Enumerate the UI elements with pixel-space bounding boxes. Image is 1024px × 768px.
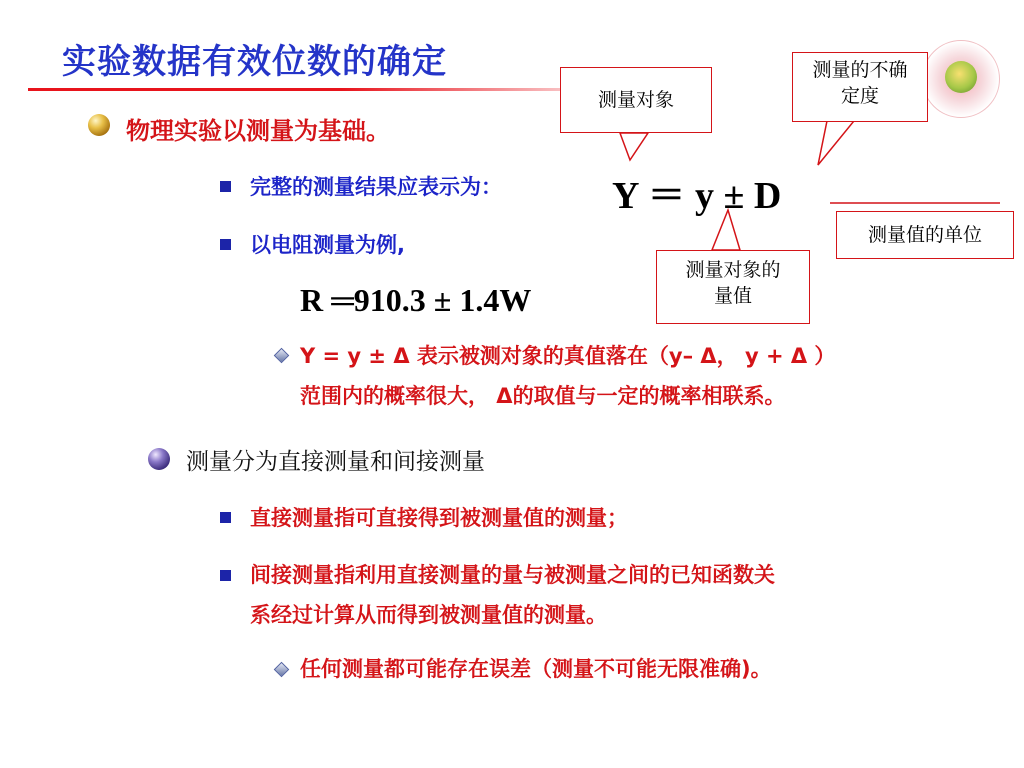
callout-measured-object bbox=[560, 67, 712, 133]
bullet-resistance-example: 以电阻测量为例, bbox=[250, 233, 405, 257]
callout-value-line1: 测量对象的 bbox=[685, 259, 781, 281]
callout-unit-text: 测量值的单位 bbox=[867, 224, 982, 246]
formula-resistance: R ═910.3 ± 1.4W bbox=[300, 282, 532, 318]
blue-square-icon bbox=[220, 512, 231, 523]
callout-uncertainty-line2: 定度 bbox=[840, 85, 879, 107]
callout-measured-value bbox=[656, 250, 810, 324]
bullet-complete-result: 完整的测量结果应表示为： bbox=[250, 175, 502, 199]
blue-square-icon bbox=[220, 181, 231, 192]
callout-object-text: 测量对象 bbox=[597, 89, 674, 111]
bullet-direct-measurement: 直接测量指可直接得到被测量值的测量； bbox=[250, 506, 628, 530]
bullet-true-value-line1: Y = y ± Δ 表示被测对象的真值落在（y– Δ， y + Δ ） bbox=[300, 344, 836, 368]
callout-value-line2: 量值 bbox=[713, 285, 752, 307]
callout-unit bbox=[836, 211, 1014, 259]
gold-ball-icon bbox=[88, 114, 110, 136]
bullet-error-note: 任何测量都可能存在误差（测量不可能无限准确)。 bbox=[300, 657, 772, 681]
blue-square-icon bbox=[220, 239, 231, 250]
callout-uncertainty-line1: 测量的不确 bbox=[812, 59, 908, 81]
bullet-indirect-line2: 系经过计算从而得到被测量值的测量。 bbox=[250, 603, 607, 627]
pointer-uncertainty bbox=[818, 116, 858, 165]
blue-square-icon bbox=[220, 570, 231, 581]
purple-ball-icon bbox=[148, 448, 170, 470]
slide-title: 实验数据有效位数的确定 bbox=[62, 42, 447, 82]
bullet-true-value-line2: 范围内的概率很大， Δ的取值与一定的概率相联系。 bbox=[300, 384, 786, 408]
pointer-object bbox=[620, 133, 648, 160]
bullet-indirect-line1: 间接测量指利用直接测量的量与被测量之间的已知函数关 bbox=[250, 563, 775, 587]
callout-uncertainty bbox=[792, 52, 928, 122]
bullet-physics-experiment: 物理实验以测量为基础。 bbox=[126, 117, 390, 145]
bullet-measurement-types: 测量分为直接测量和间接测量 bbox=[186, 449, 485, 475]
formula-general: Y ＝ y ± D bbox=[612, 175, 782, 217]
